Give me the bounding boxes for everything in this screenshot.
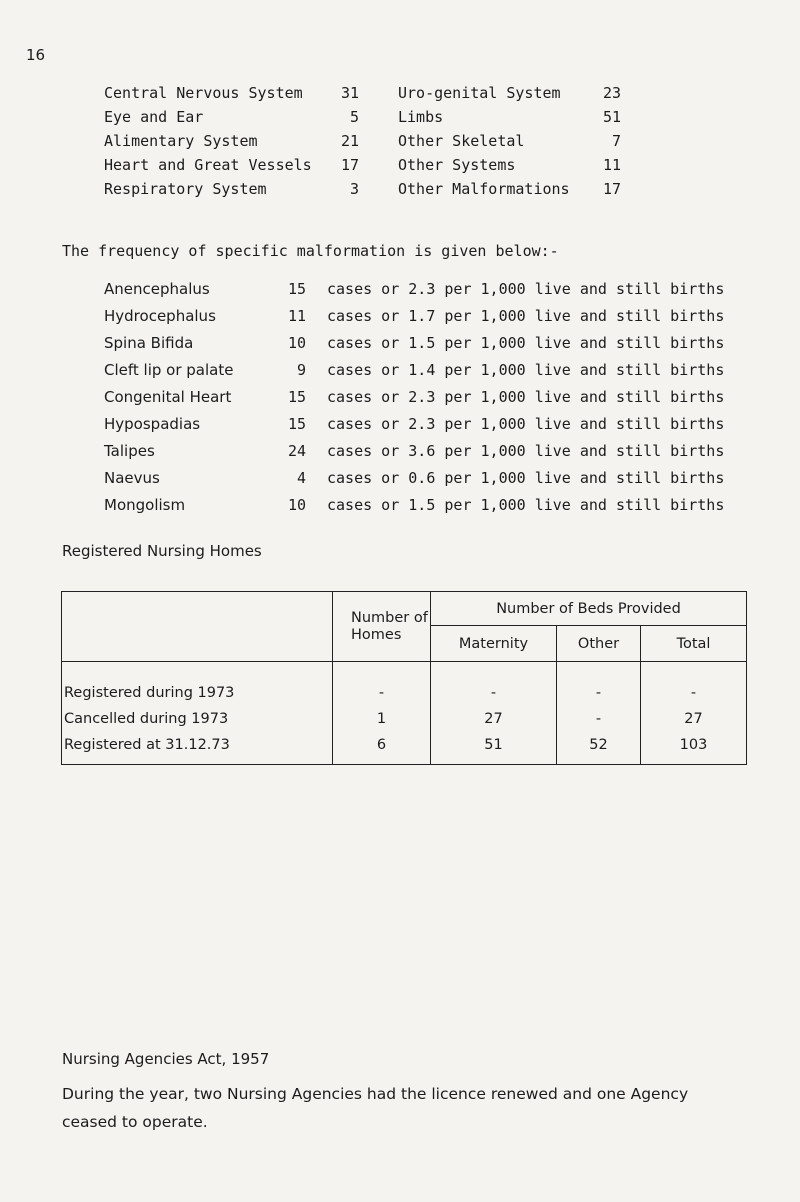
malformation-count: 15 [287,415,306,433]
malformation-count: 9 [296,361,306,379]
col-header-total: Total [641,626,747,662]
agencies-paragraph: During the year, two Nursing Agencies had the licence renewed and one Agency ceased to operate. [62,1085,689,1131]
list-item [104,361,744,385]
system-count: 7 [611,132,621,150]
table-cell: - [690,685,697,701]
table-cell: 27 [484,711,503,727]
section-heading: Registered Nursing Homes [62,542,262,560]
malformation-rate: cases or 1.7 per 1,000 live and still births [327,307,725,325]
page-number: 16 [26,46,46,64]
system-count: 31 [340,84,359,102]
list-item [104,469,744,493]
system-name: Other Skeletal [398,132,525,150]
malformation-count: 15 [287,388,306,406]
system-name: Limbs [398,108,444,126]
malformation-count: 11 [287,307,306,325]
malformation-rate: cases or 2.3 per 1,000 live and still births [327,415,725,433]
list-item [104,496,744,520]
malformation-count: 10 [287,334,306,352]
malformation-rate: cases or 1.5 per 1,000 live and still births [327,496,725,514]
list-item [104,442,744,466]
row-label: Cancelled during 1973 [64,711,229,727]
malformation-rate: cases or 2.3 per 1,000 live and still births [327,280,725,298]
table-cell: 51 [484,737,503,753]
list-item [104,334,744,358]
table-cell: - [595,711,602,727]
malformation-count: 4 [296,469,306,487]
list-item [104,415,744,439]
malformation-count: 24 [287,442,306,460]
list-item [104,307,744,331]
malformation-rate: cases or 3.6 per 1,000 live and still births [327,442,725,460]
table-cell: 6 [376,737,387,753]
malformation-name: Cleft lip or palate [104,361,234,379]
system-count: 5 [349,108,359,126]
col-header-maternity: Maternity [431,626,557,662]
malformation-name: Congenital Heart [104,388,232,406]
malformation-count: 15 [287,280,306,298]
system-count: 17 [602,180,621,198]
table-cell: - [378,685,385,701]
system-count: 17 [340,156,359,174]
table-cell: 52 [589,737,608,753]
other-values-cell [557,662,641,765]
col-header-beds-provided: Number of Beds Provided [431,592,747,626]
malformation-name: Hydrocephalus [104,307,216,325]
malformation-name: Anencephalus [104,280,210,298]
total-values-cell [641,662,747,765]
row-labels-cell [62,662,333,765]
system-name: Alimentary System [104,132,258,150]
malformation-name: Talipes [104,442,155,460]
system-name: Other Systems [398,156,516,174]
row-label: Registered during 1973 [64,685,235,701]
malformation-rate: cases or 2.3 per 1,000 live and still births [327,388,725,406]
table-cell: - [595,685,602,701]
system-count: 3 [349,180,359,198]
table-corner-cell [62,592,333,662]
maternity-values-cell [431,662,557,765]
agencies-heading: Nursing Agencies Act, 1957 [62,1050,270,1068]
col-header-homes: Number of Homes [333,592,431,662]
malformation-rate: cases or 1.4 per 1,000 live and still births [327,361,725,379]
table-cell: 27 [684,711,703,727]
system-count: 23 [602,84,621,102]
system-name: Respiratory System [104,180,267,198]
row-label: Registered at 31.12.73 [64,737,230,753]
system-count: 51 [602,108,621,126]
malformation-name: Hypospadias [104,415,201,433]
col-header-other: Other [557,626,641,662]
system-name: Central Nervous System [104,84,303,102]
malformation-name: Spina Bifida [104,334,194,352]
table-cell: 1 [376,711,387,727]
table-cell: - [490,685,497,701]
homes-values-cell [333,662,431,765]
system-count: 21 [340,132,359,150]
malformation-count: 10 [287,496,306,514]
system-name: Other Malformations [398,180,570,198]
malformation-rate: cases or 1.5 per 1,000 live and still births [327,334,725,352]
intro-text: The frequency of specific malformation is given below:- [62,242,559,260]
malformation-name: Naevus [104,469,160,487]
system-name: Eye and Ear [104,108,204,126]
system-count: 11 [602,156,621,174]
list-item [104,388,744,412]
malformation-name: Mongolism [104,496,186,514]
malformation-rate: cases or 0.6 per 1,000 live and still births [327,469,725,487]
list-item [104,280,744,304]
table-cell: 103 [679,737,708,753]
nursing-homes-table [61,591,747,765]
system-name: Heart and Great Vessels [104,156,312,174]
system-name: Uro-genital System [398,84,561,102]
